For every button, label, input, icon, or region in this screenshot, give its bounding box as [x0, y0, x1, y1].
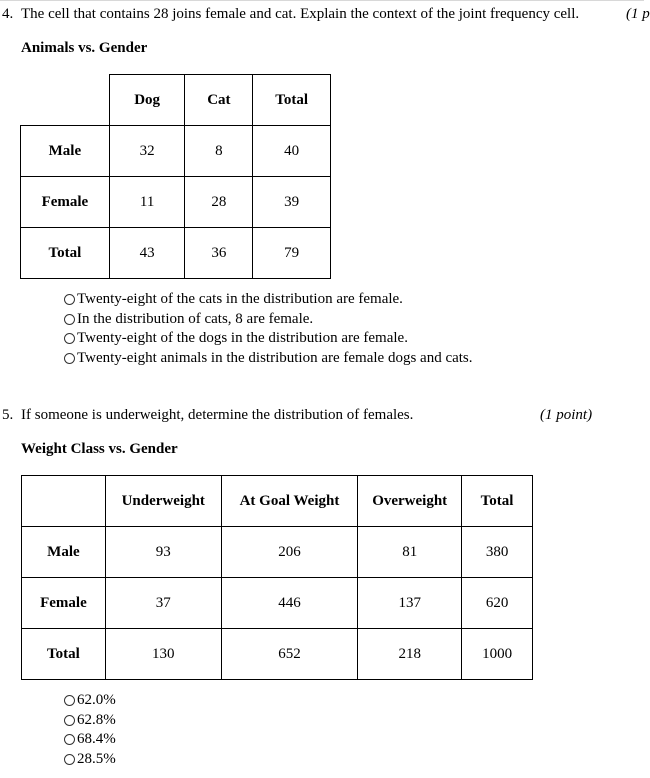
- table-cell: 380: [462, 527, 533, 578]
- table-row: [21, 126, 331, 177]
- table-corner-cell: [22, 476, 106, 527]
- table-cell: 28: [185, 177, 253, 228]
- answer-option-label: 28.5%: [77, 750, 116, 767]
- radio-button-icon[interactable]: [64, 353, 75, 364]
- answer-option[interactable]: [64, 290, 473, 310]
- answer-option[interactable]: [64, 329, 473, 349]
- table-row: [22, 629, 533, 680]
- radio-button-icon[interactable]: [64, 333, 75, 344]
- table-cell: 652: [221, 629, 358, 680]
- animals-gender-table: [20, 74, 331, 279]
- answer-option[interactable]: [64, 750, 116, 770]
- answer-option-label: Twenty-eight of the cats in the distribution are female.: [77, 291, 403, 308]
- row-header: Female: [22, 578, 106, 629]
- table-cell: 1000: [462, 629, 533, 680]
- table-cell: 40: [253, 126, 331, 177]
- answer-option[interactable]: [64, 730, 116, 750]
- question-5-options: [64, 691, 116, 769]
- table-row: [22, 527, 533, 578]
- answer-option-label: 62.0%: [77, 692, 116, 709]
- table-cell: 137: [358, 578, 462, 629]
- question-5-table-title: Weight Class vs. Gender: [21, 441, 178, 457]
- answer-option-label: Twenty-eight of the dogs in the distribution are female.: [77, 330, 408, 347]
- top-divider: [0, 0, 644, 1]
- radio-button-icon[interactable]: [64, 734, 75, 745]
- table-row: [21, 228, 331, 279]
- answer-option-label: 68.4%: [77, 731, 116, 748]
- question-4-number: 4.: [2, 6, 14, 22]
- question-5-number: 5.: [2, 407, 14, 423]
- row-header: Total: [22, 629, 106, 680]
- column-header: Total: [462, 476, 533, 527]
- answer-option[interactable]: [64, 711, 116, 731]
- table-cell: 36: [185, 228, 253, 279]
- table-cell: 206: [221, 527, 358, 578]
- table-cell: 39: [253, 177, 331, 228]
- question-4-options: [64, 290, 473, 368]
- row-header: Male: [22, 527, 106, 578]
- table-cell: 37: [105, 578, 221, 629]
- column-header: Cat: [185, 75, 253, 126]
- question-4-text: The cell that contains 28 joins female and cat. Explain the context of the joint frequency cell.: [21, 6, 580, 22]
- table-cell: 8: [185, 126, 253, 177]
- radio-button-icon[interactable]: [64, 294, 75, 305]
- row-header: Total: [21, 228, 110, 279]
- table-corner-cell: [21, 75, 110, 126]
- column-header: Overweight: [358, 476, 462, 527]
- table-cell: 32: [109, 126, 185, 177]
- table-cell: 11: [109, 177, 185, 228]
- radio-button-icon[interactable]: [64, 314, 75, 325]
- table-cell: 93: [105, 527, 221, 578]
- question-5-points: (1 point): [540, 407, 593, 423]
- table-row: [21, 177, 331, 228]
- answer-option-label: 62.8%: [77, 711, 116, 728]
- table-cell: 79: [253, 228, 331, 279]
- row-header: Female: [21, 177, 110, 228]
- question-5-text: If someone is underweight, determine the distribution of females.: [21, 407, 414, 423]
- column-header: Dog: [109, 75, 185, 126]
- column-header: At Goal Weight: [221, 476, 358, 527]
- question-4-table-title: Animals vs. Gender: [21, 40, 148, 56]
- radio-button-icon[interactable]: [64, 754, 75, 765]
- table-cell: 81: [358, 527, 462, 578]
- question-4-points: (1 p: [626, 6, 650, 22]
- column-header: Underweight: [105, 476, 221, 527]
- radio-button-icon[interactable]: [64, 715, 75, 726]
- table-cell: 43: [109, 228, 185, 279]
- column-header: Total: [253, 75, 331, 126]
- table-header-row: [22, 476, 533, 527]
- table-cell: 446: [221, 578, 358, 629]
- weight-gender-table: [21, 475, 533, 680]
- table-cell: 130: [105, 629, 221, 680]
- answer-option-label: In the distribution of cats, 8 are female.: [77, 310, 314, 327]
- row-header: Male: [21, 126, 110, 177]
- answer-option[interactable]: [64, 349, 473, 369]
- answer-option[interactable]: [64, 310, 473, 330]
- table-cell: 620: [462, 578, 533, 629]
- radio-button-icon[interactable]: [64, 695, 75, 706]
- table-header-row: [21, 75, 331, 126]
- table-row: [22, 578, 533, 629]
- answer-option[interactable]: [64, 691, 116, 711]
- answer-option-label: Twenty-eight animals in the distribution are female dogs and cats.: [77, 349, 473, 366]
- table-cell: 218: [358, 629, 462, 680]
